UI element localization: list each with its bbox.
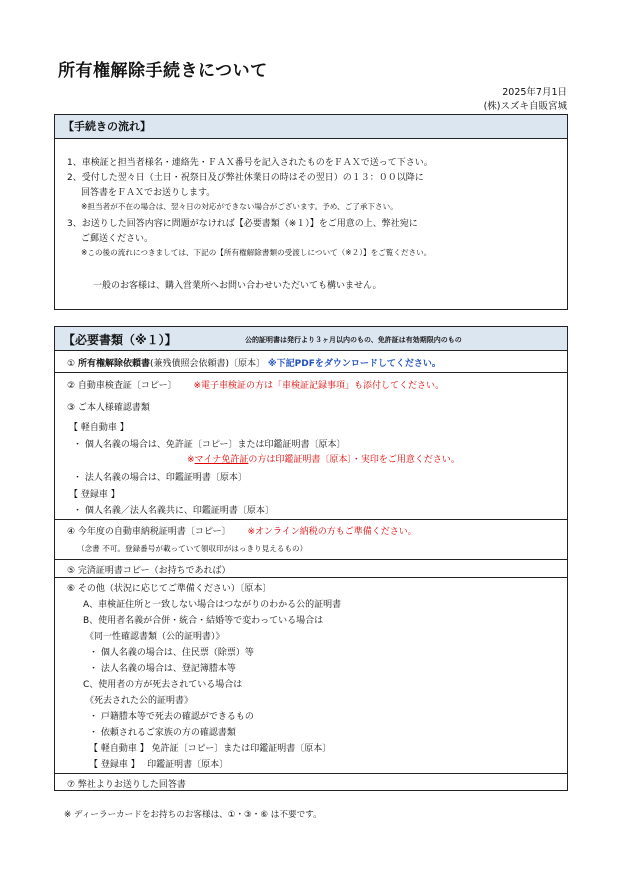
- doc-item-6-b-title: 《同一性確認書類（公的証明書）》: [85, 632, 225, 642]
- required-documents-header: [55, 327, 567, 351]
- doc-item-1-download-note[interactable]: ※下記PDFをダウンロードしてください。: [267, 359, 441, 369]
- doc-item-6: ⑥ その他（状況に応じてご準備ください）〔原本〕: [67, 584, 272, 594]
- doc-item-2: [67, 378, 444, 391]
- doc-item-6-b: B、使用者名義が合併・統合・結婚等で変わっている場合は: [83, 616, 324, 626]
- issue-date: 2025年7月1日: [502, 87, 567, 98]
- doc-item-3-registered-heading: 【 登録車 】: [69, 490, 120, 500]
- required-documents-box: [54, 326, 568, 791]
- doc-item-2-label: ② 自動車検査証〔コピー〕: [67, 381, 177, 391]
- doc-item-6-c-1: ・ 戸籍謄本等で死去の確認ができるもの: [89, 712, 254, 722]
- doc-item-6-a: A、車検証住所と一致しない場合はつながりのわかる公的証明書: [83, 600, 342, 610]
- required-documents-heading: 【必要書類（※１）】: [63, 333, 177, 347]
- doc-item-4-note: ※オンライン納税の方もご準備ください。: [247, 527, 417, 537]
- doc-item-3-mynumber-note: [187, 452, 460, 465]
- required-documents-validity-note: 公的証明書は発行より３ヶ月以内のもの、免許証は有効期限内のもの: [245, 336, 462, 344]
- doc-item-3: ③ ご本人様確認書類: [67, 403, 150, 413]
- doc-item-1-title: 所有権解除依頼書: [77, 359, 150, 369]
- flow-step-3: 3、お送りした回答内容に問題がなければ【必要書類（※１）】をご用意の上、弊社宛に: [67, 219, 418, 229]
- doc-item-6-c-2: ・ 依頼されるご家族の方の確認書類: [89, 728, 236, 738]
- doc-item-1: [67, 356, 441, 369]
- company-name: (株)スズキ自販宮城: [483, 101, 567, 112]
- doc-item-6-b-personal: ・ 個人名義の場合は、住民票（除票）等: [89, 648, 254, 658]
- doc-item-3-kei-personal: ・ 個人名義の場合は、免許証〔コピー〕または印鑑証明書〔原本〕: [73, 440, 346, 450]
- doc-item-3-kei-corporate: ・ 法人名義の場合は、印鑑証明書〔原本〕: [73, 473, 247, 483]
- doc-item-5: ⑤ 完済証明書コピー（お持ちであれば）: [67, 566, 231, 576]
- doc-item-2-note: ※電子車検証の方は「車検証記録事項」も添付してください。: [193, 381, 444, 391]
- mynumber-note-mark: ※: [187, 455, 195, 465]
- mynumber-note-term: マイナ免許証: [194, 455, 249, 465]
- flow-step-2-note: ※担当者が不在の場合は、翌々日の対応ができない場合がございます。予め、ご了承下さい。: [81, 202, 398, 211]
- page-title: 所有権解除手続きについて: [58, 61, 268, 81]
- flow-step-2-cont: 回答書をＦＡＸでお送りします。: [81, 188, 216, 198]
- doc-item-1-detail: (兼残債照会依頼書)〔原本〕: [149, 359, 265, 369]
- doc-item-3-kei-heading: 【 軽自動車 】: [69, 423, 129, 433]
- flow-step-2: 2、受付した翌々日（土日・祝祭日及び弊社休業日の時はその翌日）の１３：００以降に: [67, 173, 424, 183]
- doc-item-6-c-kei: 【 軽自動車 】 免許証〔コピー〕または印鑑証明書〔原本〕: [89, 744, 332, 754]
- doc-item-1-number: ①: [67, 359, 76, 369]
- doc-item-6-c-title: 《死去された公的証明書》: [85, 696, 194, 706]
- doc-item-4: [67, 524, 417, 537]
- flow-contact-note: 一般のお客様は、購入営業所へお問い合わせいただいても構いません。: [93, 281, 382, 291]
- doc-item-4-label: ④ 今年度の自動車納税証明書〔コピー〕: [67, 527, 231, 537]
- procedure-flow-heading: 【手続きの流れ】: [55, 115, 567, 139]
- doc-item-4-sub: （念書 不可。登録番号が載っていて領収印がはっきり見えるもの）: [77, 544, 308, 553]
- flow-step-3-note: ※この後の流れにつきましては、下記の【所有権解除書類の受渡しについて（※２）】をご覧ください。: [81, 248, 432, 257]
- doc-item-3-registered-both: ・ 個人名義／法人名義共に、印鑑証明書〔原本〕: [73, 506, 274, 516]
- doc-item-6-c: C、使用者の方が死去されている場合は: [83, 680, 243, 690]
- flow-step-3-cont: ご郵送ください。: [81, 234, 154, 244]
- doc-item-6-b-corporate: ・ 法人名義の場合は、登記簿謄本等: [89, 664, 236, 674]
- flow-step-1: 1、車検証と担当者様名・連絡先・ＦＡＸ番号を記入されたものをＦＡＸで送って下さい。: [67, 158, 433, 168]
- doc-item-6-c-registered: 【 登録車 】 印鑑証明書〔原本〕: [89, 760, 229, 770]
- procedure-flow-box: [54, 114, 568, 310]
- doc-item-7: ⑦ 弊社よりお送りした回答書: [67, 780, 186, 790]
- dealer-card-footnote: ※ ディーラーカードをお持ちのお客様は、①・③・⑥ は不要です。: [64, 810, 322, 820]
- mynumber-note-text: の方は印鑑証明書〔原本〕・実印をご用意ください。: [248, 455, 460, 465]
